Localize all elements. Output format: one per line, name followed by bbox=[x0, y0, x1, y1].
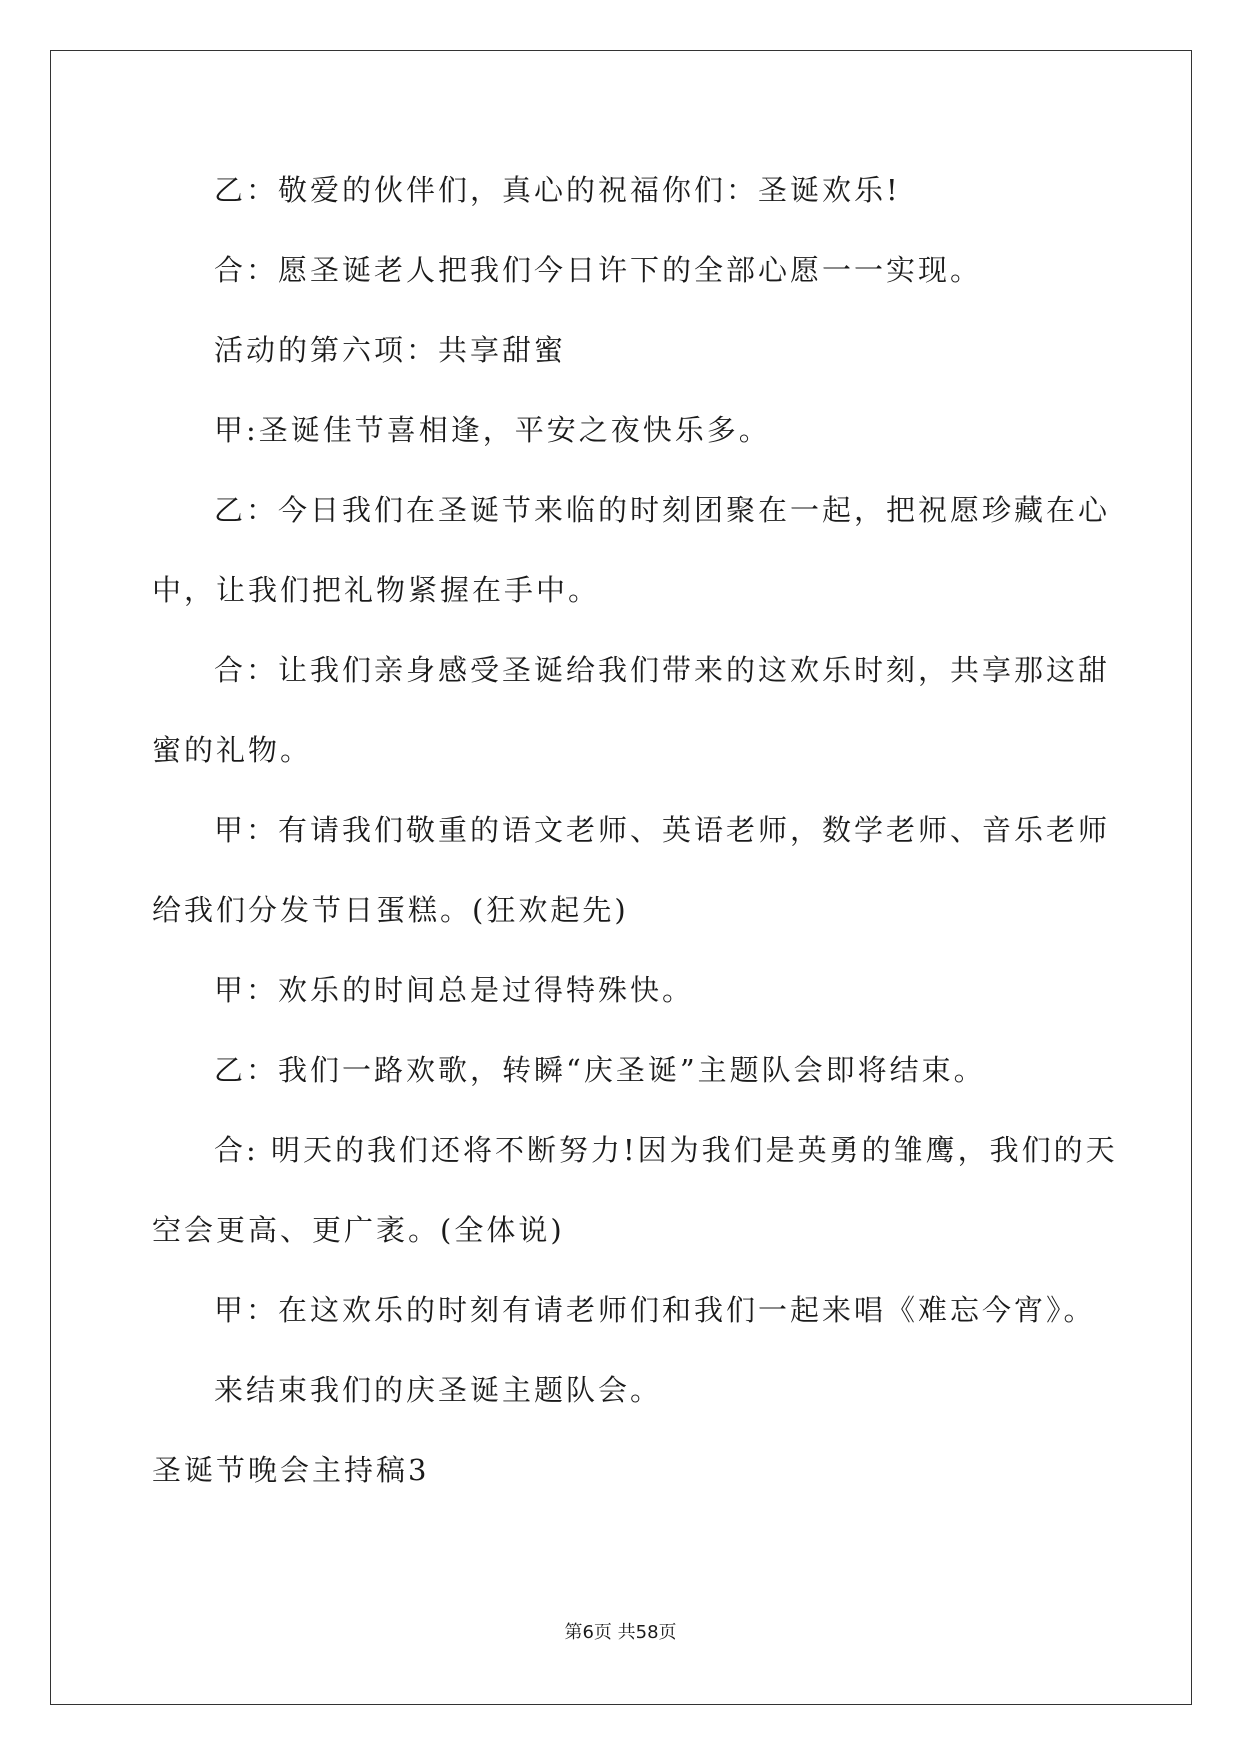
paragraph-line: 空会更高、更广袤。(全体说) bbox=[152, 1213, 565, 1247]
paragraph-line: 来结束我们的庆圣诞主题队会。 bbox=[214, 1373, 663, 1407]
paragraph-line: 合：愿圣诞老人把我们今日许下的全部心愿一一实现。 bbox=[214, 253, 983, 287]
paragraph-line: 合: 明天的我们还将不断努力!因为我们是英勇的雏鹰，我们的天 bbox=[214, 1133, 1118, 1167]
paragraph-line: 乙：敬爱的伙伴们，真心的祝福你们：圣诞欢乐! bbox=[214, 173, 901, 207]
paragraph-line: 乙：我们一路欢歌，转瞬“庆圣诞”主题队会即将结束。 bbox=[214, 1053, 986, 1087]
paragraph-line: 乙：今日我们在圣诞节来临的时刻团聚在一起，把祝愿珍藏在心 bbox=[214, 493, 1111, 527]
section-heading: 活动的第六项：共享甜蜜 bbox=[214, 333, 567, 367]
paragraph-line: 甲：有请我们敬重的语文老师、英语老师，数学老师、音乐老师 bbox=[214, 813, 1111, 847]
page-number-footer: 第6页 共58页 bbox=[564, 1622, 677, 1643]
paragraph-line: 甲：欢乐的时间总是过得特殊快。 bbox=[214, 973, 695, 1007]
paragraph-line: 甲：在这欢乐的时刻有请老师们和我们一起来唱《难忘今宵》。 bbox=[214, 1293, 1096, 1327]
paragraph-line: 蜜的礼物。 bbox=[152, 733, 313, 767]
paragraph-line: 合：让我们亲身感受圣诞给我们带来的这欢乐时刻，共享那这甜 bbox=[214, 653, 1111, 687]
document-heading: 圣诞节晚会主持稿3 bbox=[152, 1453, 430, 1487]
paragraph-line: 给我们分发节日蛋糕。(狂欢起先) bbox=[152, 893, 629, 927]
paragraph-line: 甲:圣诞佳节喜相逢，平安之夜快乐多。 bbox=[214, 413, 771, 447]
paragraph-line: 中，让我们把礼物紧握在手中。 bbox=[152, 573, 601, 607]
